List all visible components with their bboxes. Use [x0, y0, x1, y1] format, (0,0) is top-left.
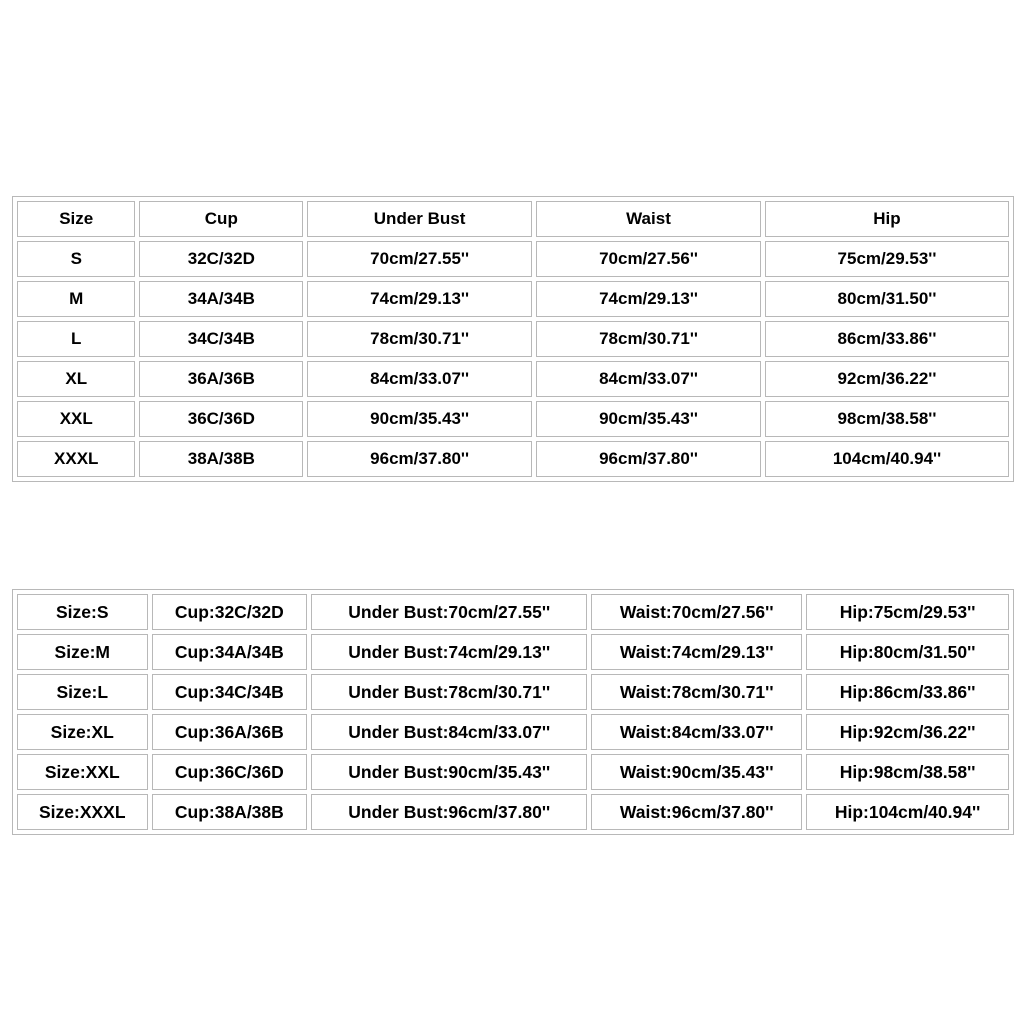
cell-under-bust: 74cm/29.13'' [307, 281, 532, 317]
cell-waist: 70cm/27.56'' [536, 241, 761, 277]
table-row [17, 281, 1009, 317]
cell-cup: Cup:36A/36B [152, 714, 308, 750]
header-waist: Waist [536, 201, 761, 237]
table-row [17, 361, 1009, 397]
table-row [17, 321, 1009, 357]
cell-under-bust: 78cm/30.71'' [307, 321, 532, 357]
cell-hip: 92cm/36.22'' [765, 361, 1009, 397]
cell-size: XXXL [17, 441, 135, 477]
cell-waist: Waist:74cm/29.13'' [591, 634, 802, 670]
cell-hip: Hip:98cm/38.58'' [806, 754, 1009, 790]
cell-under-bust: Under Bust:90cm/35.43'' [311, 754, 587, 790]
cell-hip: 75cm/29.53'' [765, 241, 1009, 277]
size-chart-labeled-table [12, 589, 1014, 835]
cell-size: Size:L [17, 674, 148, 710]
cell-under-bust: Under Bust:74cm/29.13'' [311, 634, 587, 670]
cell-cup: Cup:34A/34B [152, 634, 308, 670]
cell-hip: Hip:86cm/33.86'' [806, 674, 1009, 710]
cell-size: Size:XXL [17, 754, 148, 790]
cell-waist: Waist:84cm/33.07'' [591, 714, 802, 750]
cell-waist: Waist:96cm/37.80'' [591, 794, 802, 830]
table-row [17, 794, 1009, 830]
cell-under-bust: 90cm/35.43'' [307, 401, 532, 437]
cell-waist: Waist:70cm/27.56'' [591, 594, 802, 630]
cell-under-bust: Under Bust:78cm/30.71'' [311, 674, 587, 710]
size-chart-table [12, 196, 1014, 482]
cell-waist: Waist:90cm/35.43'' [591, 754, 802, 790]
cell-hip: Hip:92cm/36.22'' [806, 714, 1009, 750]
cell-waist: 84cm/33.07'' [536, 361, 761, 397]
cell-size: M [17, 281, 135, 317]
table-row [17, 634, 1009, 670]
cell-hip: Hip:75cm/29.53'' [806, 594, 1009, 630]
header-size: Size [17, 201, 135, 237]
cell-cup: 34A/34B [139, 281, 303, 317]
cell-waist: 96cm/37.80'' [536, 441, 761, 477]
cell-size: Size:XXXL [17, 794, 148, 830]
cell-cup: Cup:38A/38B [152, 794, 308, 830]
header-under-bust: Under Bust [307, 201, 532, 237]
cell-under-bust: 84cm/33.07'' [307, 361, 532, 397]
cell-waist: 74cm/29.13'' [536, 281, 761, 317]
cell-hip: 104cm/40.94'' [765, 441, 1009, 477]
cell-size: S [17, 241, 135, 277]
header-hip: Hip [765, 201, 1009, 237]
cell-hip: 86cm/33.86'' [765, 321, 1009, 357]
table-header-row [17, 201, 1009, 237]
header-cup: Cup [139, 201, 303, 237]
cell-cup: Cup:32C/32D [152, 594, 308, 630]
cell-under-bust: Under Bust:96cm/37.80'' [311, 794, 587, 830]
cell-waist: 78cm/30.71'' [536, 321, 761, 357]
cell-size: Size:M [17, 634, 148, 670]
cell-cup: 34C/34B [139, 321, 303, 357]
cell-under-bust: Under Bust:70cm/27.55'' [311, 594, 587, 630]
cell-size: Size:XL [17, 714, 148, 750]
cell-size: L [17, 321, 135, 357]
cell-cup: 38A/38B [139, 441, 303, 477]
cell-under-bust: 96cm/37.80'' [307, 441, 532, 477]
cell-cup: Cup:34C/34B [152, 674, 308, 710]
cell-cup: 36A/36B [139, 361, 303, 397]
cell-hip: Hip:80cm/31.50'' [806, 634, 1009, 670]
table-row [17, 754, 1009, 790]
cell-cup: 32C/32D [139, 241, 303, 277]
cell-waist: 90cm/35.43'' [536, 401, 761, 437]
cell-hip: 80cm/31.50'' [765, 281, 1009, 317]
cell-size: Size:S [17, 594, 148, 630]
cell-under-bust: Under Bust:84cm/33.07'' [311, 714, 587, 750]
cell-hip: Hip:104cm/40.94'' [806, 794, 1009, 830]
cell-cup: 36C/36D [139, 401, 303, 437]
cell-size: XXL [17, 401, 135, 437]
table-row [17, 401, 1009, 437]
table-row [17, 241, 1009, 277]
table-row [17, 594, 1009, 630]
cell-hip: 98cm/38.58'' [765, 401, 1009, 437]
table-row [17, 674, 1009, 710]
cell-waist: Waist:78cm/30.71'' [591, 674, 802, 710]
cell-under-bust: 70cm/27.55'' [307, 241, 532, 277]
table-row [17, 714, 1009, 750]
cell-size: XL [17, 361, 135, 397]
cell-cup: Cup:36C/36D [152, 754, 308, 790]
table-row [17, 441, 1009, 477]
